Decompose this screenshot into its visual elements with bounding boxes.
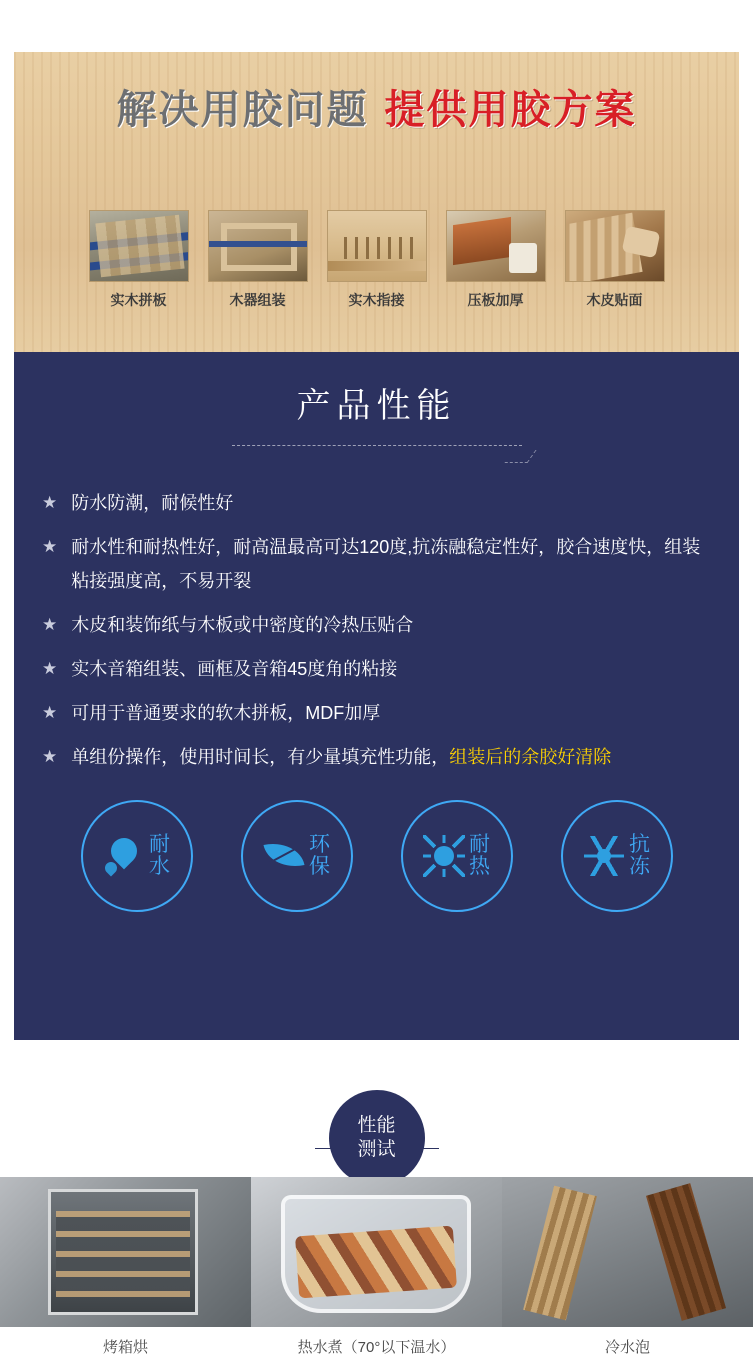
list-item bbox=[42, 740, 705, 774]
banner-thumb-caption: 木皮贴面 bbox=[586, 292, 643, 308]
list-item bbox=[42, 696, 705, 730]
press-board-photo bbox=[446, 210, 546, 282]
furniture-assembly-photo bbox=[208, 210, 308, 282]
star-icon: ★ bbox=[42, 615, 58, 634]
star-icon: ★ bbox=[42, 493, 58, 512]
test-photo-cell bbox=[502, 1177, 753, 1369]
test-photo-caption: 冷水泡 bbox=[502, 1327, 753, 1369]
feature-label: 耐水 bbox=[149, 833, 170, 878]
banner-title-primary: 解决用胶问题 bbox=[116, 88, 369, 132]
list-item bbox=[42, 652, 705, 686]
bullet-text: 可用于普通要求的软木拼板，MDF加厚 bbox=[71, 703, 381, 723]
banner-title-secondary: 提供用胶方案 bbox=[384, 88, 637, 132]
test-badge-underline bbox=[315, 1148, 439, 1149]
wood-panel-clamp-photo bbox=[89, 210, 189, 282]
banner-thumb-caption: 实木拼板 bbox=[110, 292, 167, 308]
star-icon: ★ bbox=[42, 659, 58, 678]
leaf-icon bbox=[263, 832, 305, 880]
feature-circle-frost bbox=[561, 800, 673, 912]
list-item bbox=[42, 530, 705, 598]
banner-thumb-caption: 木器组装 bbox=[229, 292, 286, 308]
banner-thumb-item bbox=[565, 210, 665, 310]
oven-test-photo bbox=[0, 1177, 251, 1327]
banner-thumb-item bbox=[89, 210, 189, 310]
bullet-text bbox=[71, 740, 611, 774]
bullet-text: 木皮和装饰纸与木板或中密度的冷热压贴合 bbox=[71, 615, 414, 635]
bullet-text: 耐水性和耐热性好，耐高温最高可达120度,抗冻融稳定性好，胶合速度快，组装粘接强度高，不易开裂 bbox=[71, 537, 701, 591]
test-section-badge bbox=[329, 1090, 425, 1186]
feature-label: 抗冻 bbox=[629, 833, 650, 878]
cold-water-test-photo bbox=[502, 1177, 753, 1327]
banner-title bbox=[14, 78, 739, 135]
star-icon: ★ bbox=[42, 537, 58, 556]
banner-thumbnail-row bbox=[89, 210, 665, 310]
bullet-text-plain: 单组份操作，使用时间长，有少量填充性功能， bbox=[71, 747, 450, 767]
bullet-text-highlight: 组装后的余胶好清除 bbox=[449, 747, 612, 767]
veneer-photo bbox=[565, 210, 665, 282]
test-photo-caption: 热水煮（70°以下温水） bbox=[251, 1327, 502, 1369]
list-item bbox=[42, 608, 705, 642]
feature-label: 环保 bbox=[309, 833, 330, 878]
title-divider bbox=[232, 445, 522, 446]
hot-water-test-photo bbox=[251, 1177, 502, 1327]
bullet-text: 实木音箱组装、画框及音箱45度角的粘接 bbox=[71, 659, 398, 679]
banner-thumb-item bbox=[446, 210, 546, 310]
banner-thumb-item bbox=[208, 210, 308, 310]
feature-label: 耐热 bbox=[469, 833, 490, 878]
performance-title: 产品性能 bbox=[296, 387, 457, 425]
banner-thumb-item bbox=[327, 210, 427, 310]
top-banner bbox=[14, 52, 739, 352]
banner-thumb-caption: 实木指接 bbox=[348, 292, 405, 308]
snowflake-icon bbox=[583, 832, 625, 880]
performance-bullet-list bbox=[14, 486, 739, 774]
feature-circle-water bbox=[81, 800, 193, 912]
test-photo-row bbox=[0, 1177, 753, 1369]
test-photo-cell bbox=[0, 1177, 251, 1369]
finger-joint-photo bbox=[327, 210, 427, 282]
water-drop-icon bbox=[103, 832, 145, 880]
feature-circle-heat bbox=[401, 800, 513, 912]
test-badge-label: 性能测试 bbox=[357, 1115, 396, 1160]
feature-circle-eco bbox=[241, 800, 353, 912]
star-icon: ★ bbox=[42, 747, 58, 766]
list-item bbox=[42, 486, 705, 520]
performance-section bbox=[14, 352, 739, 1040]
bullet-text: 防水防潮，耐候性好 bbox=[71, 493, 234, 513]
star-icon: ★ bbox=[42, 703, 58, 722]
test-photo-cell bbox=[251, 1177, 502, 1369]
banner-thumb-caption: 压板加厚 bbox=[467, 292, 524, 308]
feature-circle-row bbox=[14, 800, 739, 912]
test-photo-caption: 烤箱烘 bbox=[0, 1327, 251, 1369]
sun-icon bbox=[423, 832, 465, 880]
